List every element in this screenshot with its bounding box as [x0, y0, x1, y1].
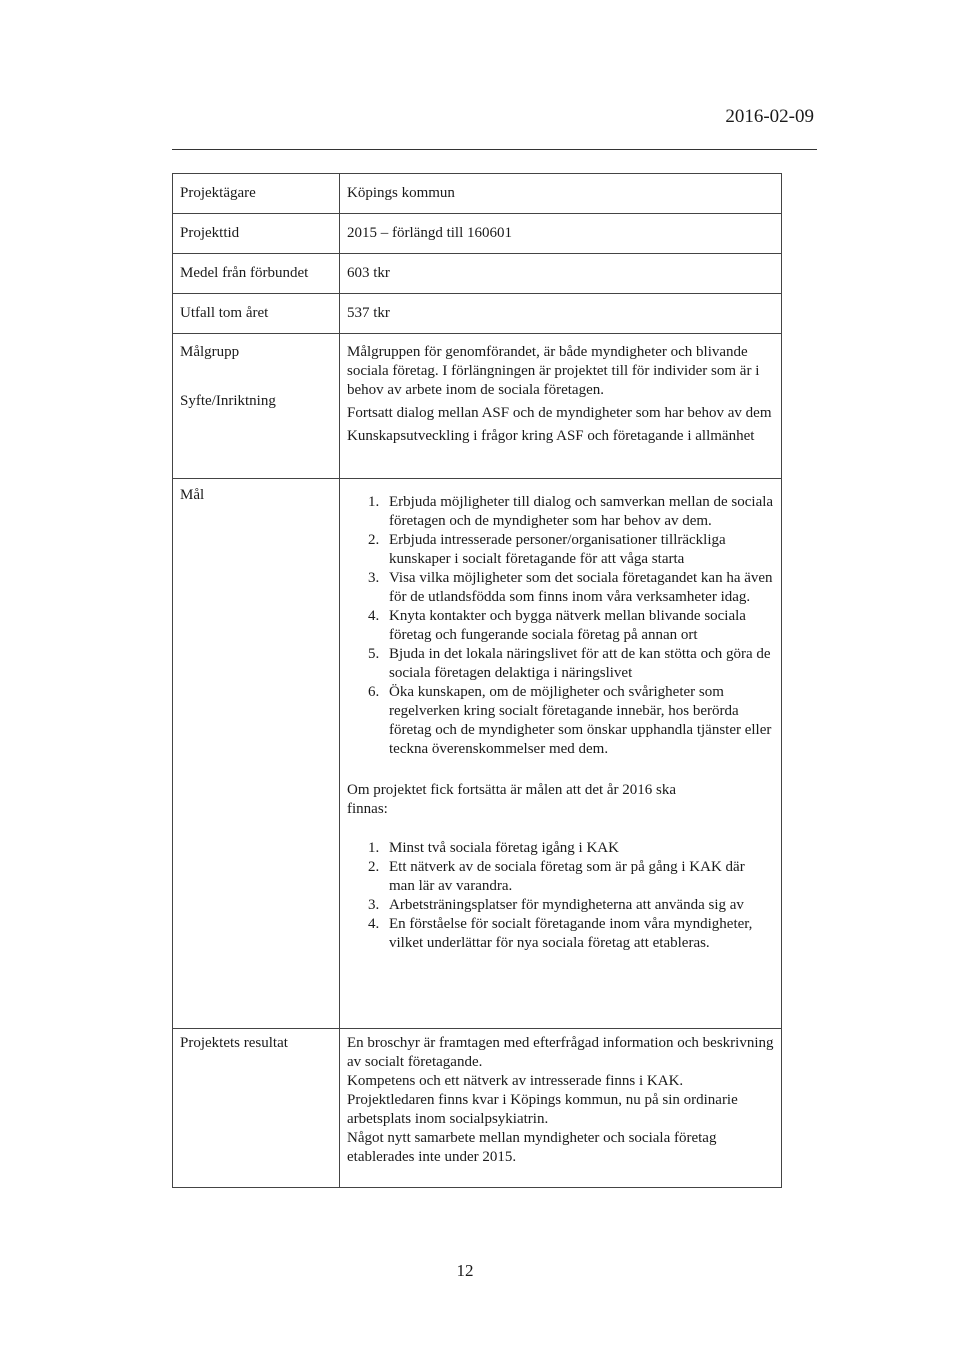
page-number: 12: [456, 1261, 474, 1280]
row-value: Köpings kommun: [340, 174, 782, 214]
malgrupp-label: Målgrupp: [180, 344, 240, 360]
goal-item: 4. Knyta kontakter och bygga nätverk mellan blivande sociala företag och fungerande sociala företag på annan ort: [383, 607, 774, 645]
malgrupp-text: Målgruppen för genomförandet, är både myndigheter och blivande sociala företag. I förlängningen är projektet till för individer som är i behov av arbete inom de sociala företagen.: [347, 344, 760, 398]
goal-item: 6. Öka kunskapen, om de möjligheter och svårigheter som regelverken kring socialt företagande innebär, hos berörda företag och de myndigheter som önskar upphandla tjänster eller teckna överenskommelser med dem.: [383, 683, 774, 759]
row-label-mal: Mål: [173, 479, 340, 1029]
goal-item: 2. Erbjuda intresserade personer/organisationer tillräckliga kunskaper i socialt företagande för att våga starta: [383, 531, 774, 569]
table-row: [173, 214, 782, 254]
kunskap-text: Kunskapsutveckling i frågor kring ASF och företagande i allmänhet: [347, 428, 755, 444]
row-value: 537 tkr: [340, 294, 782, 334]
row-label: Projekttid: [173, 214, 340, 254]
row-value: 2015 – förlängd till 160601: [340, 214, 782, 254]
table-row-malgrupp: [173, 334, 782, 479]
table-row: [173, 254, 782, 294]
document-date: 2016-02-09: [725, 106, 814, 127]
syfte-label: Syfte/Inriktning: [180, 393, 276, 409]
goals-2016-list: [347, 839, 774, 953]
row-value-resultat: [340, 1029, 782, 1188]
result-line: Projektledaren finns kvar i Köpings kommun, nu på sin ordinarie arbetsplats inom socialpsykiatrin.: [347, 1092, 738, 1127]
row-label: Medel från förbundet: [173, 254, 340, 294]
goals-list: [347, 493, 774, 759]
table-row-mal: [173, 479, 782, 1029]
goals-2016-intro: Om projektet fick fortsätta är målen att det år 2016 ska finnas:: [347, 782, 677, 817]
goal-2016-item: 1. Minst två sociala företag igång i KAK: [383, 839, 774, 858]
result-line: Kompetens och ett nätverk av intresserade finns i KAK.: [347, 1073, 684, 1089]
syfte-text: Fortsatt dialog mellan ASF och de myndigheter som har behov av dem: [347, 405, 772, 421]
result-line: En broschyr är framtagen med efterfrågad information och beskrivning av socialt företagande.: [347, 1035, 774, 1070]
table-row: [173, 174, 782, 214]
row-label-malgrupp: [173, 334, 340, 479]
row-value-malgrupp: [340, 334, 782, 479]
result-line: Något nytt samarbete mellan myndigheter och sociala företag etablerades inte under 2015.: [347, 1130, 717, 1165]
goal-2016-item: 4. En förståelse för socialt företagande inom våra myndigheter, vilket underlättar för nya sociala företag att etableras.: [383, 915, 774, 953]
table-row-resultat: [173, 1029, 782, 1188]
row-value-mal: [340, 479, 782, 1029]
goal-item: 3. Visa vilka möjligheter som det sociala företagandet kan ha även för de utlandsfödda som finns inom våra verksamheter idag.: [383, 569, 774, 607]
goal-2016-item: 2. Ett nätverk av de sociala företag som är på gång i KAK där man lär av varandra.: [383, 858, 774, 896]
row-value: 603 tkr: [340, 254, 782, 294]
table-row: [173, 294, 782, 334]
row-label: Utfall tom året: [173, 294, 340, 334]
goal-2016-item: 3. Arbetsträningsplatser för myndigheterna att använda sig av: [383, 896, 774, 915]
row-label-resultat: Projektets resultat: [173, 1029, 340, 1188]
row-label: Projektägare: [173, 174, 340, 214]
goal-item: 1. Erbjuda möjligheter till dialog och samverkan mellan de sociala företagen och de myndigheter som har behov av dem.: [383, 493, 774, 531]
goal-item: 5. Bjuda in det lokala näringslivet för att de kan stötta och göra de sociala företagen delaktiga i näringslivet: [383, 645, 774, 683]
header-divider: [172, 149, 817, 150]
project-info-table: [172, 173, 782, 1188]
